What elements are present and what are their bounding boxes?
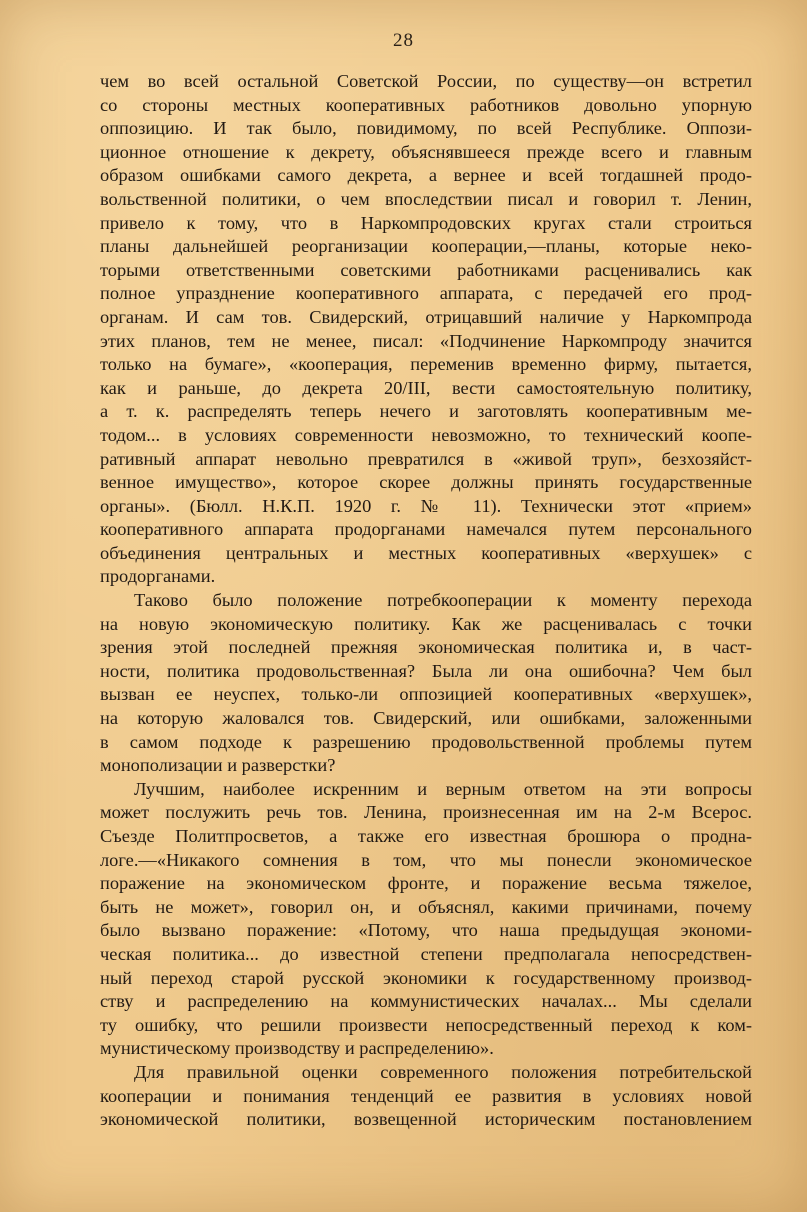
text-line: зрения этой последней прежняя экономическая политика и, в част- [100, 637, 752, 658]
text-line: тодом... в условиях современности невозможно, то технический коопе- [100, 424, 752, 445]
text-line: мунистическому производству и распределению». [100, 1038, 494, 1059]
text-line: ческая политика... до известной степени предполагала непосредствен- [100, 943, 752, 964]
text-line: образом ошибками самого декрета, а вернее и всей тогдашней продо- [100, 165, 752, 186]
text-line: а т. к. распределять теперь нечего и заготовлять кооперативным ме- [100, 401, 752, 422]
text-line: планы дальнейшей реорганизации кооперации,—планы, которые неко- [100, 236, 752, 257]
text-line: вызван ее неуспех, только-ли оппозицией кооперативных «верхушек», [100, 684, 752, 705]
text-line: ный переход старой русской экономики к государственному производ- [100, 967, 752, 988]
text-line: ности, политика продовольственная? Была ли она ошибочна? Чем был [100, 660, 752, 681]
text-line: оппозицию. И так было, повидимому, по всей Республике. Оппози- [100, 118, 752, 139]
text-line: монополизации и разверстки? [100, 755, 336, 776]
text-line: в самом подходе к разрешению продовольственной проблемы путем [100, 731, 752, 752]
text-line: органам. И сам тов. Свидерский, отрицавший наличие у Наркомпрода [100, 306, 752, 327]
text-line: было вызвано поражение: «Потому, что наша предыдущая экономи- [100, 920, 752, 941]
text-line: поражение на экономическом фронте, и поражение весьма тяжелое, [100, 873, 752, 894]
text-line: на новую экономическую политику. Как же расценивалась с точки [100, 613, 752, 634]
text-line: органы». (Бюлл. Н.К.П. 1920 г. № 11). Технически этот «прием» [100, 495, 752, 516]
paragraph-first-line: Для правильной оценки современного положения потребительской [134, 1061, 752, 1082]
text-line: Съезде Политпросветов, а также его известная брошюра о продна- [100, 826, 752, 846]
page-number: 28 [393, 30, 414, 51]
text-line: кооперации и понимания тенденций ее развития в условиях новой [100, 1085, 752, 1106]
text-line: этих планов, тем не менее, писал: «Подчинение Наркомпроду значится [100, 330, 752, 351]
text-line: со стороны местных кооперативных работников довольно упорную [100, 94, 752, 115]
text-line: ству и распределению на коммунистических началах... Мы сделали [100, 991, 752, 1012]
body-text [100, 70, 752, 1132]
text-line: ционное отношение к декрету, объяснявшееся прежде всего и главным [100, 141, 752, 162]
text-line: быть не может», говорил он, и объяснял, какими причинами, почему [100, 896, 752, 917]
text-line: привело к тому, что в Наркомпродовских кругах стали строиться [100, 212, 752, 233]
text-line: продорганами. [100, 566, 216, 587]
text-line: объединения центральных и местных кооперативных «верхушек» с [100, 542, 752, 563]
text-line: может послужить речь тов. Ленина, произнесенная им на 2-м Всерос. [100, 802, 752, 823]
text-line: торыми ответственными советскими работниками расценивались как [100, 259, 752, 280]
text-line: логе.—«Никакого сомнения в том, что мы понесли экономическое [100, 849, 752, 870]
text-line: кооперативного аппарата продорганами намечался путем персонального [100, 519, 752, 540]
text-line: как и раньше, до декрета 20/III, вести самостоятельную политику, [100, 377, 752, 398]
paragraph-first-line: Лучшим, наиболее искренним и верным ответом на эти вопросы [134, 778, 752, 799]
text-line: ративный аппарат невольно превратился в «живой труп», безхозяйст- [100, 448, 752, 469]
text-line: венное имущество», которое скорее должны принять государственные [100, 472, 752, 493]
text-line: чем во всей остальной Советской России, по существу—он встретил [100, 71, 752, 91]
text-line: только на бумаге», «кооперация, переменив временно фирму, пытается, [100, 354, 752, 375]
text-line: ту ошибку, что решили произвести непосредственный переход к ком- [100, 1014, 752, 1035]
text-line: полное упразднение кооперативного аппарата, с передачей его прод- [100, 283, 752, 304]
text-line: на которую жаловался тов. Свидерский, или ошибками, заложенными [100, 708, 752, 729]
paragraph-first-line: Таково было положение потребкооперации к моменту перехода [134, 590, 752, 611]
text-line: вольственной политики, о чем впоследствии писал и говорил т. Ленин, [100, 188, 752, 209]
text-line: экономической политики, возвещенной историческим постановлением [100, 1109, 752, 1130]
